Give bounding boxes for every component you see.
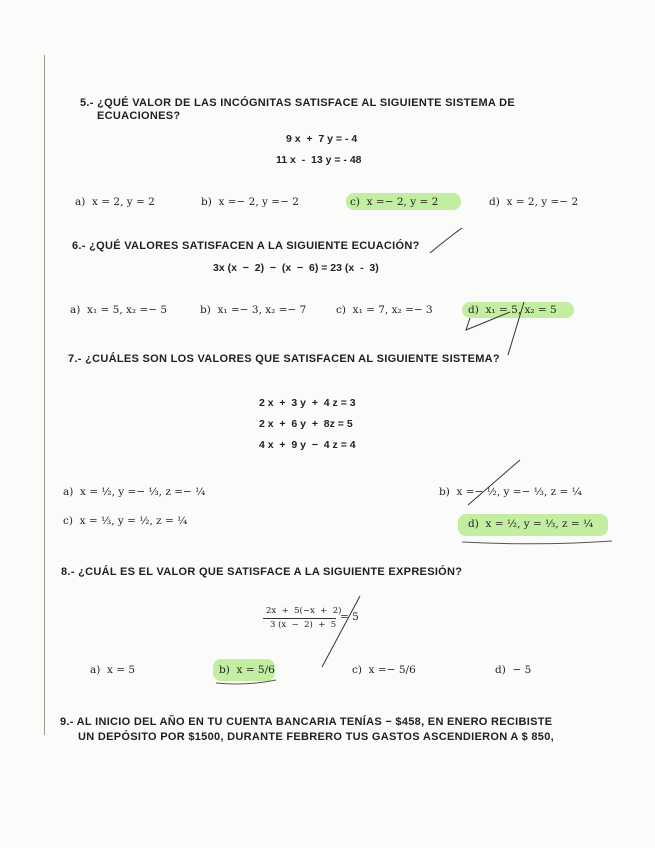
q8-title: 8.- ¿CUÁL ES EL VALOR QUE SATISFACE A LA SIGUIENTE EXPRESIÓN? — [61, 566, 463, 578]
q6-equation: 3x (x − 2) − (x − 6) = 23 (x - 3) — [213, 262, 379, 274]
q7-option-a[interactable]: a) x = ½, y =− ⅓, z =− ¼ — [63, 486, 206, 498]
q8-option-c[interactable]: c) x =− 5/6 — [352, 664, 416, 676]
underline-q8-b — [216, 680, 276, 684]
q6-option-d[interactable]: d) x₁ = 5, x₂ = 5 — [468, 304, 557, 316]
q6-option-a[interactable]: a) x₁ = 5, x₂ =− 5 — [70, 304, 168, 316]
q8-option-a[interactable]: a) x = 5 — [90, 664, 136, 676]
q6-option-b[interactable]: b) x₁ =− 3, x₂ =− 7 — [200, 304, 307, 316]
pen-stroke-q7 — [468, 460, 520, 505]
q5-equation-1: 9 x + 7 y = - 4 — [286, 133, 358, 145]
q9-line1: 9.- AL INICIO DEL AÑO EN TU CUENTA BANCARIA TENÍAS − $458, EN ENERO RECIBISTE — [60, 716, 553, 728]
q7-option-d[interactable]: d) x = ½, y = ⅓, z = ¼ — [468, 518, 594, 530]
q8-option-d[interactable]: d) − 5 — [495, 664, 532, 676]
q8-option-b[interactable]: b) x = 5/6 — [219, 664, 275, 676]
q6-option-c[interactable]: c) x₁ = 7, x₂ =− 3 — [336, 304, 433, 316]
q5-title-line2: ECUACIONES? — [97, 110, 181, 122]
underline-q7-d — [462, 541, 612, 544]
q7-title: 7.- ¿CUÁLES SON LOS VALORES QUE SATISFACEN AL SIGUIENTE SISTEMA? — [68, 353, 500, 365]
pen-stroke-q6 — [430, 228, 462, 253]
q5-option-b[interactable]: b) x =− 2, y =− 2 — [201, 196, 299, 208]
q8-rhs: = 5 — [340, 611, 359, 623]
q8-denominator: 3 (x − 2) + 5 — [270, 620, 337, 630]
q7-option-b[interactable]: b) x =− ½, y =− ⅓, z = ¼ — [439, 486, 582, 498]
pen-stroke-q6-d — [466, 302, 524, 355]
q5-title-line1: 5.- ¿QUÉ VALOR DE LAS INCÓGNITAS SATISFACE AL SIGUIENTE SISTEMA DE — [80, 97, 515, 109]
q6-title: 6.- ¿QUÉ VALORES SATISFACEN A LA SIGUIENTE ECUACIÓN? — [72, 240, 420, 252]
q5-equation-2: 11 x - 13 y = - 48 — [276, 154, 362, 166]
q7-equation-1: 2 x + 3 y + 4 z = 3 — [259, 397, 356, 409]
q8-numerator: 2x + 5(−x + 2) — [266, 606, 342, 616]
q5-option-c[interactable]: c) x =− 2, y = 2 — [350, 196, 439, 208]
q7-equation-2: 2 x + 6 y + 8z = 5 — [259, 418, 353, 430]
q5-option-d[interactable]: d) x = 2, y =− 2 — [489, 196, 579, 208]
q7-option-c[interactable]: c) x = ⅓, y = ½, z = ¼ — [63, 515, 188, 527]
q9-line2: UN DEPÓSITO POR $1500, DURANTE FEBRERO TUS GASTOS ASCENDIERON A $ 850, — [78, 731, 554, 743]
q7-equation-3: 4 x + 9 y − 4 z = 4 — [259, 439, 356, 451]
pen-stroke-q8 — [322, 596, 360, 667]
q5-option-a[interactable]: a) x = 2, y = 2 — [75, 196, 155, 208]
